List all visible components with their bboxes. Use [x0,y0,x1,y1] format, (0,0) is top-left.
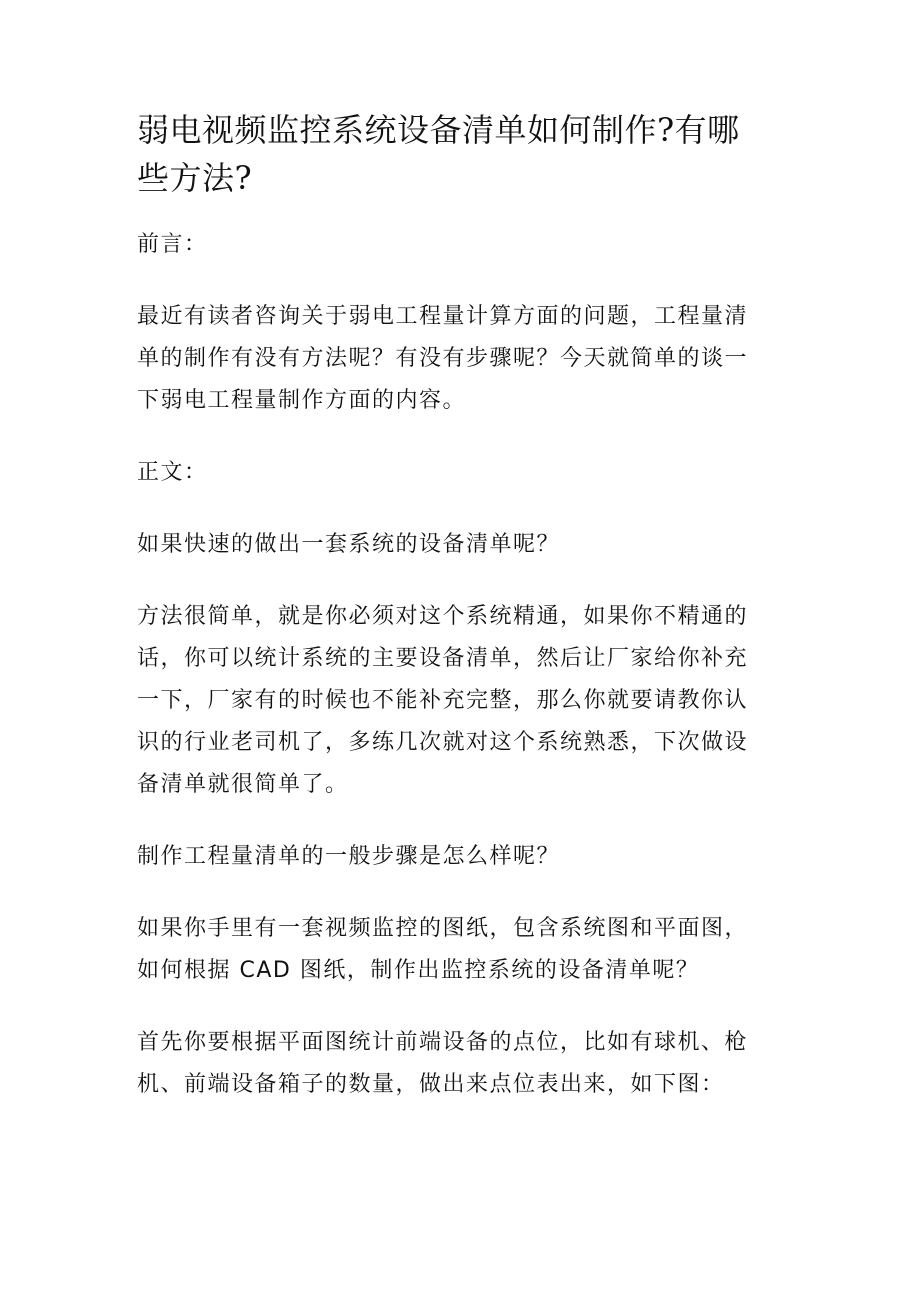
step-1-paragraph: 首先你要根据平面图统计前端设备的点位，比如有球机、枪 机、前端设备箱子的数量，做出来点位表出来，如下图： [137,1030,749,1097]
preface-label: 前言： [137,232,208,257]
preface-paragraph: 最近有读者咨询关于弱电工程量计算方面的问题，工程量清 单的制作有没有方法呢？有没有步骤呢？今天就简单的谈一 下弱电工程量制作方面的内容。 [137,304,749,413]
body-label: 正文： [137,460,208,485]
answer-2-paragraph: 如果你手里有一套视频监控的图纸，包含系统图和平面图， 如何根据 CAD 图纸，制作出监控系统的设备清单呢？ [137,916,749,983]
document-title: 弱电视频监控系统设备清单如何制作?有哪 些方法? [137,111,740,197]
document-content [137,106,787,1106]
answer-1-paragraph: 方法很简单，就是你必须对这个系统精通，如果你不精通的 话，你可以统计系统的主要设备清单，然后让厂家给你补充 一下，厂家有的时候也不能补充完整，那么你就要请教你认 识的行业老司机了，多练几次就对这个系统熟悉，下次做设 备清单就很简单了。 [137,604,749,797]
question-1-paragraph: 如果快速的做出一套系统的设备清单呢？ [137,532,561,557]
question-2-paragraph: 制作工程量清单的一般步骤是怎么样呢？ [137,844,561,869]
